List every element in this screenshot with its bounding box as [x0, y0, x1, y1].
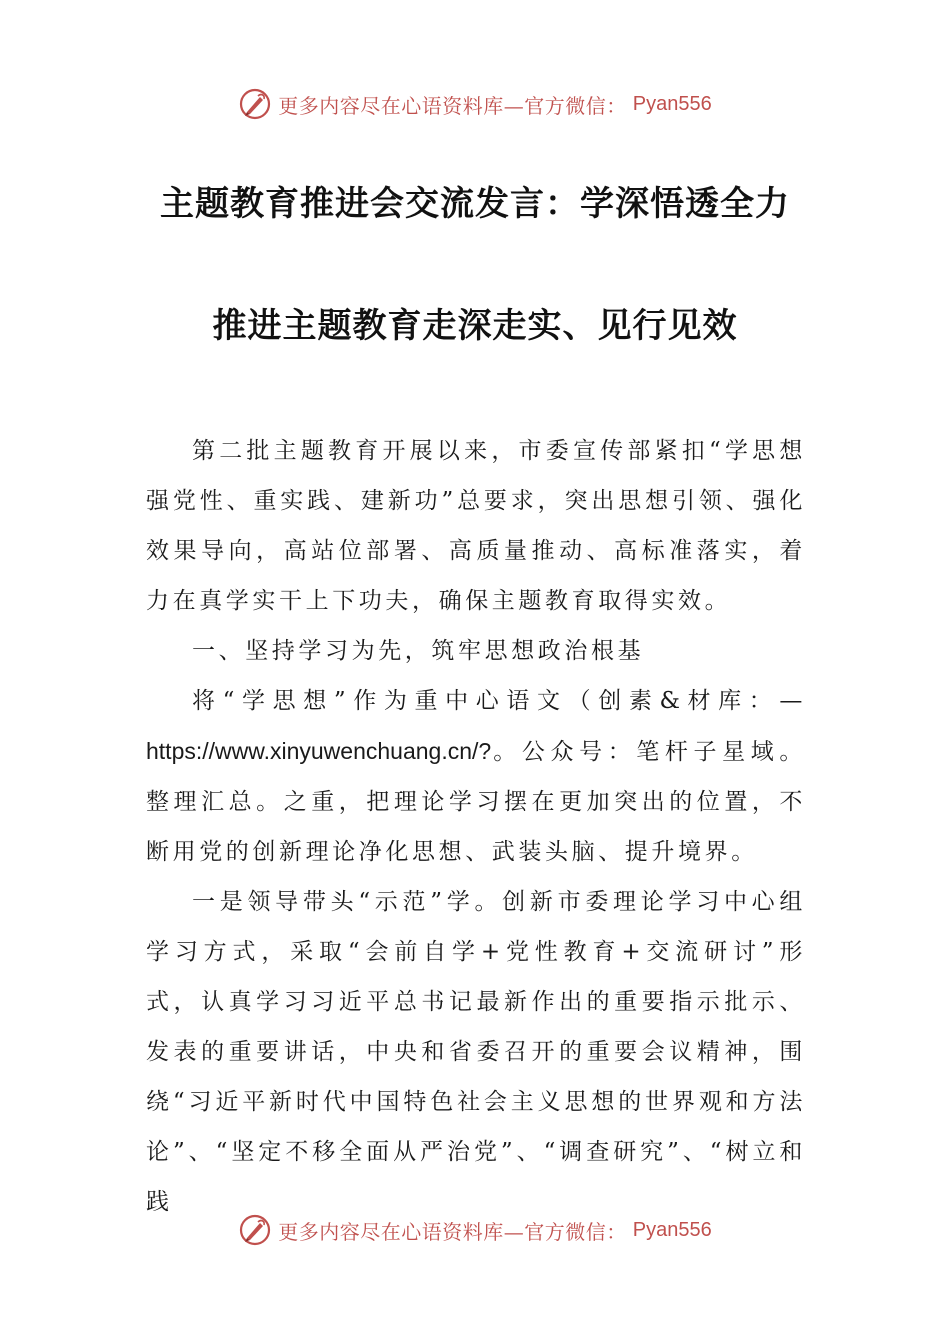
wechat-id: Pyan556	[632, 1218, 712, 1241]
source-url-link[interactable]: https://www.xinyuwenchuang.cn/?	[146, 738, 492, 764]
page-title-line-2: 推进主题教育走深走实、见行见效	[212, 306, 738, 346]
pen-logo-icon	[238, 87, 272, 121]
paragraph-study	[146, 676, 806, 877]
header-banner	[0, 84, 950, 124]
paragraph-study-start: 将“学思想”作为重中心语文（创素&材库：—	[192, 688, 806, 714]
paragraph-leadership: 一是领导带头“示范”学。创新市委理论学习中心组学习方式，采取“会前自学+党性教育+交流研讨”形式，认真学习习近平总书记最新作出的重要指示批示、发表的重要讲话，中央和省委召开的重要会议精神，围绕“习近平新时代中国特色社会主义思想的世界观和方法论”、“坚定不移全面从严治党”、“调查研究”、“树立和践	[146, 889, 806, 1215]
paragraph-intro: 第二批主题教育开展以来，市委宣传部紧扣“学思想强党性、重实践、建新功”总要求，突出思想引领、强化效果导向，高站位部署、高质量推动、高标准落实，着力在真学实干上下功夫，确保主题教育取得实效。	[146, 438, 806, 614]
section-heading-1: 一、坚持学习为先，筑牢思想政治根基	[192, 638, 645, 664]
banner-text: 更多内容尽在心语资料库—官方微信：	[278, 93, 627, 118]
footer-banner	[0, 1210, 950, 1250]
wechat-id: Pyan556	[632, 92, 712, 115]
paragraph-study-end: 。公众号：笔杆子星域。整理汇总。之重，把理论学习摆在更加突出的位置，不断用党的创新理论净化思想、武装头脑、提升境界。	[146, 739, 806, 865]
page-title-line-1: 主题教育推进会交流发言：学深悟透全力	[160, 184, 790, 224]
banner-text: 更多内容尽在心语资料库—官方微信：	[278, 1219, 627, 1244]
document-body	[146, 426, 806, 1227]
pen-logo-icon	[238, 1213, 272, 1247]
